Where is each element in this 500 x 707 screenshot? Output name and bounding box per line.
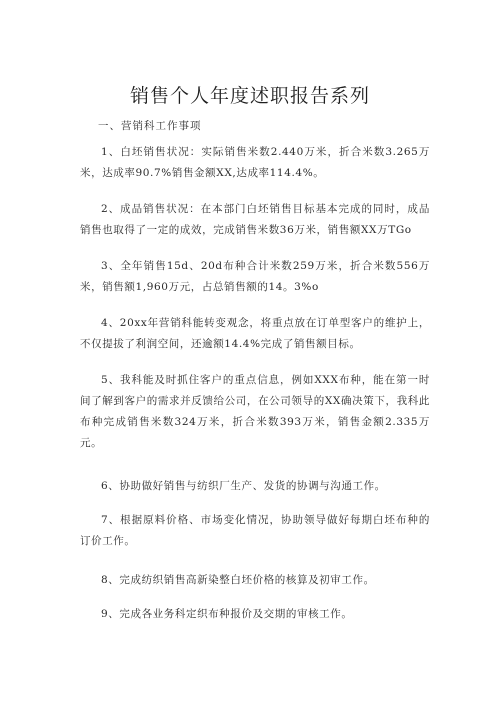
paragraph-4: 4、20xx年营销科能转变观念，将重点放在订单型客户的维护上，不仅提拔了利润空间，还逾额14.4%完成了销售额目标。 bbox=[80, 317, 430, 350]
paragraph-9: 9、完成各业务科定织布种报价及交期的审核工作。 bbox=[101, 608, 353, 620]
paragraph-2: 2、成品销售状况：在本部门白坯销售目标基本完成的同时，成品销售也取得了一定的成效，完成销售米数36万米，销售额XX万TGo bbox=[80, 203, 430, 236]
paragraph-3: 3、全年销售15d、20d布种合计米数259万米，折合米数556万米，销售额1,960万元，占总销售额的14。3%o bbox=[80, 260, 430, 293]
paragraph-6: 6、协助做好销售与纺织厂生产、发货的协调与沟通工作。 bbox=[101, 480, 386, 492]
paragraph-1: 1、白坯销售状况：实际销售米数2.440万米，折合米数3.265万米，达成率90.7%销售金额XX,达成率114.4%。 bbox=[80, 146, 430, 179]
paragraph-8: 8、完成纺织销售高新染整白坯价格的核算及初审工作。 bbox=[101, 574, 375, 586]
paragraph-5: 5、我科能及时抓住客户的重点信息，例如XXX布种，能在第一时间了解到客户的需求并反馈给公司，在公司领导的XX确决策下，我科此布种完成销售米数324万米，折合米数393万米，销售金额2.335万元。 bbox=[80, 374, 430, 449]
section-heading: 一、营销科工作事项 bbox=[98, 120, 202, 132]
document-title: 销售个人年度述职报告系列 bbox=[129, 85, 370, 107]
paragraph-7: 7、根据原料价格、市场变化情况，协助领导做好每期白坯布种的订价工作。 bbox=[80, 514, 430, 547]
